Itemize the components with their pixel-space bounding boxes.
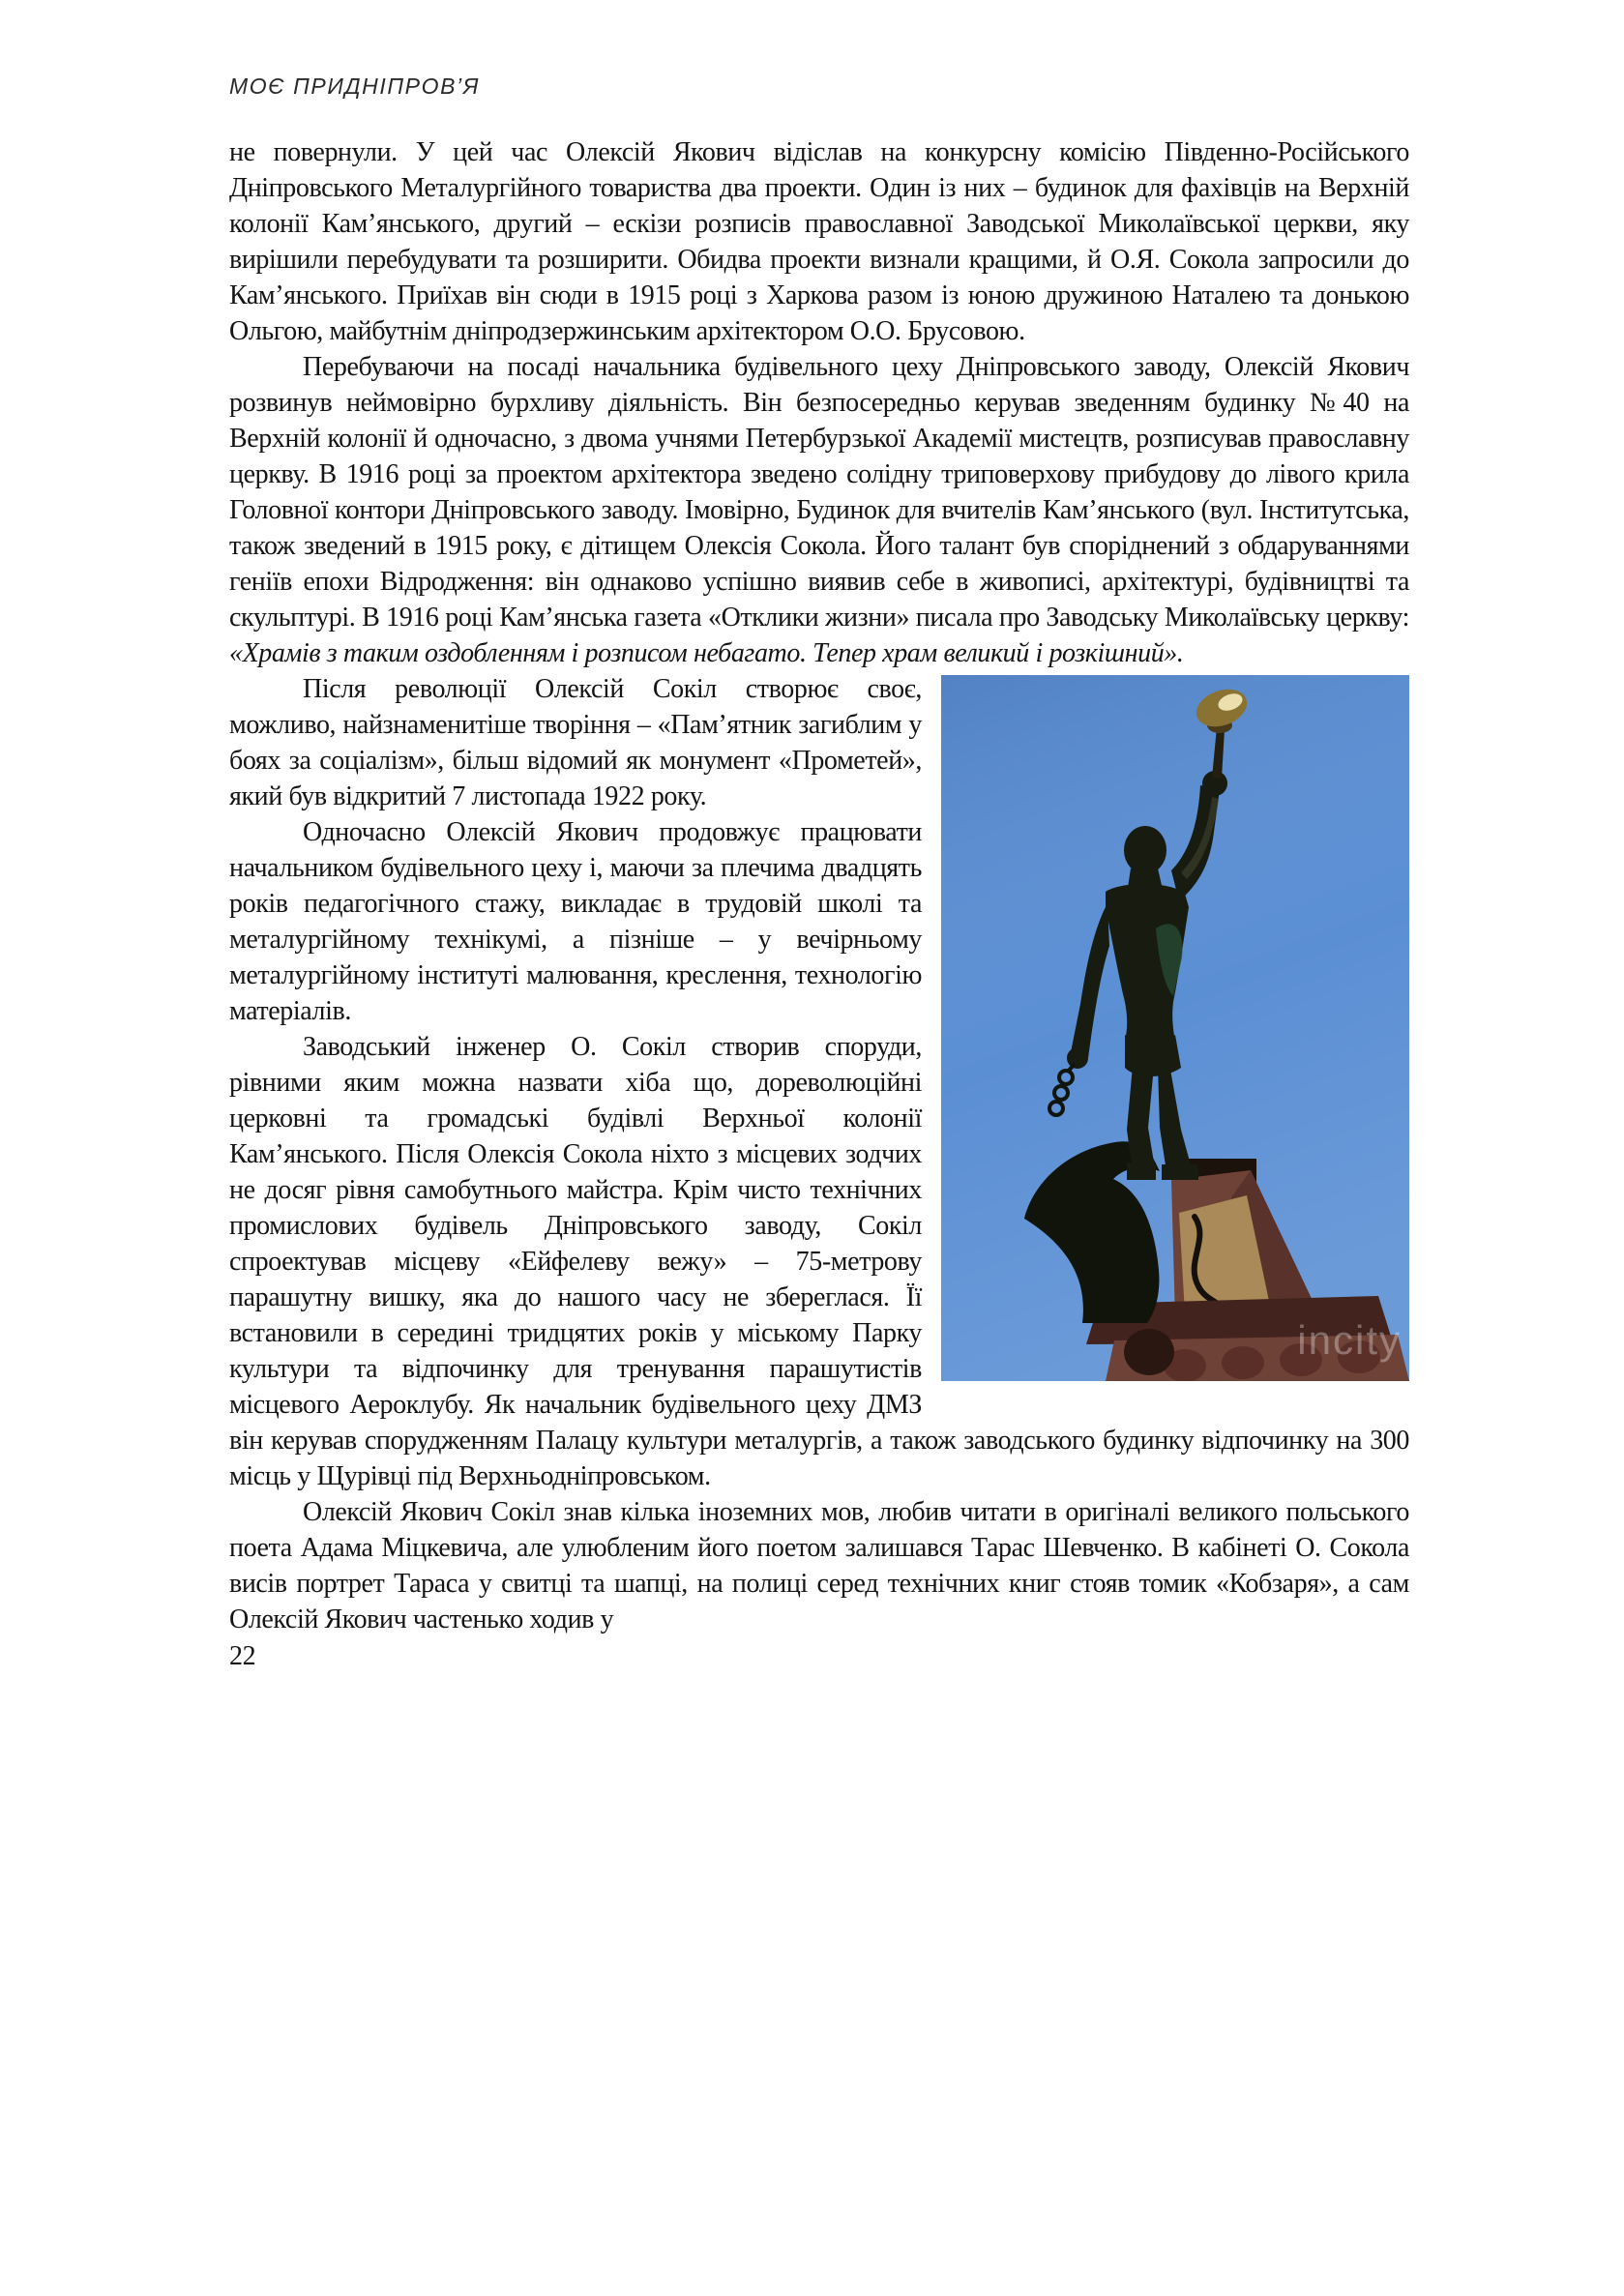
statue-head (1124, 826, 1166, 874)
paragraph-3: Після революції Олексій Сокіл створює своє, можливо, найзнаменитіше творіння – «Пам’ятник загиблим у боях за соціалізм», більш відомий як монумент «Прометей», який був відкритий 7 листопада 1922 року. (229, 674, 922, 811)
statue-right-foot (1162, 1164, 1198, 1180)
statue-hand (1067, 1047, 1088, 1069)
statue-left-foot (1127, 1163, 1156, 1180)
paragraph-5: Заводський інженер О. Сокіл створив споруди, рівними яким можна назвати хіба що, дореволюційні церковні та громадські будівлі Верхньої колонії Кам’янського. Після Олексія Сокола ніхто з місцевих зодчих не досяг рівня самобутнього майстра. Крім чисто технічних промислових будівель Дніпровського заводу, Сокіл спроектував місцеву «Ейфелеву вежу» – 75-метрову парашутну вишку, яка до нашого часу не збереглася. Її встановили в середині тридцятих років у міському Парку культури та відпочинку для тренування парашутистів місцевого Аероклубу. Як начальник будівельного цеху ДМЗ він керував спорудженням Палацу культури металургів, а також заводського будинку відпочинку на 300 місць у Щурівці під Верхньодніпровськом. (229, 1032, 1409, 1491)
paragraph-2 (229, 349, 1409, 671)
molding-dark-boss (1124, 1329, 1174, 1375)
article-body (229, 134, 1409, 1674)
running-header: МОЄ ПРИДНІПРОВ’Я (229, 74, 480, 99)
paragraph-1: не повернули. У цей час Олексій Якович відіслав на конкурсну комісію Південно-Російського Дніпровського Металургійного товариства два проекти. Один із них – будинок для фахівців на Верхній колонії Кам’янського, другий – ескізи розписів православної Заводської Миколаївської церкви, яку вирішили перебудувати та розширити. Обидва проекти визнали кращими, й О.Я. Сокола запросили до Кам’янського. Приїхав він сюди в 1915 році з Харкова разом із юною дружиною Наталею та донькою Ольгою, майбутнім дніпродзержинським архітектором О.О. Брусовою. (229, 137, 1409, 346)
paragraph-2-main: Перебуваючи на посаді начальника будівельного цеху Дніпровського заводу, Олексій Якович розвинув неймовірно бурхливу діяльність. Він безпосередньо керував зведенням будинку №40 на Верхній колонії й одночасно, з двома учнями Петербурзької Академії мистецтв, розписував православну церкву. В 1916 році за проектом архітектора зведено солідну триповерхову прибудову до лівого крила Головної контори Дніпровського заводу. Імовірно, Будинок для вчителів Кам’янського (вул. Інститутська, також зведений в 1915 року, є дітищем Олексія Сокола. Його талант був споріднений з обдаруваннями геніїв епохи Відродження: він однаково успішно виявив себе в живописі, архітектурі, будівництві та скульптурі. В 1916 році Кам’янська газета «Отклики жизни» писала про Заводську Миколаївську церкву: (229, 352, 1409, 633)
molding-egg (1222, 1346, 1264, 1379)
page-number: 22 (229, 1641, 256, 1671)
quote-italic: «Храмів з таким оздобленням і розписом небагато. Тепер храм великий і розкішний». (229, 638, 1184, 668)
paragraph-4: Одночасно Олексій Якович продовжує працювати начальником будівельного цеху і, маючи за плечима двадцять років педагогічного стажу, викладає в трудовій школі та металургійному технікумі, а пізніше – у вечірньому металургійному інституті малювання, креслення, технологію матеріалів. (229, 817, 922, 1026)
prometheus-photo-svg (941, 675, 1409, 1381)
photo-watermark: incity (1297, 1317, 1402, 1363)
statue-photo (941, 675, 1409, 1381)
paragraph-6: Олексій Якович Сокіл знав кілька іноземних мов, любив читати в оригіналі великого польського поета Адама Міцкевича, але улюбленим його поетом залишався Тарас Шевченко. В кабінеті О. Сокола висів портрет Тараса у свитці та шапці, на полиці серед технічних книг стояв томик «Кобзаря», а сам Олексій Якович частенько ходив у (229, 1497, 1409, 1634)
